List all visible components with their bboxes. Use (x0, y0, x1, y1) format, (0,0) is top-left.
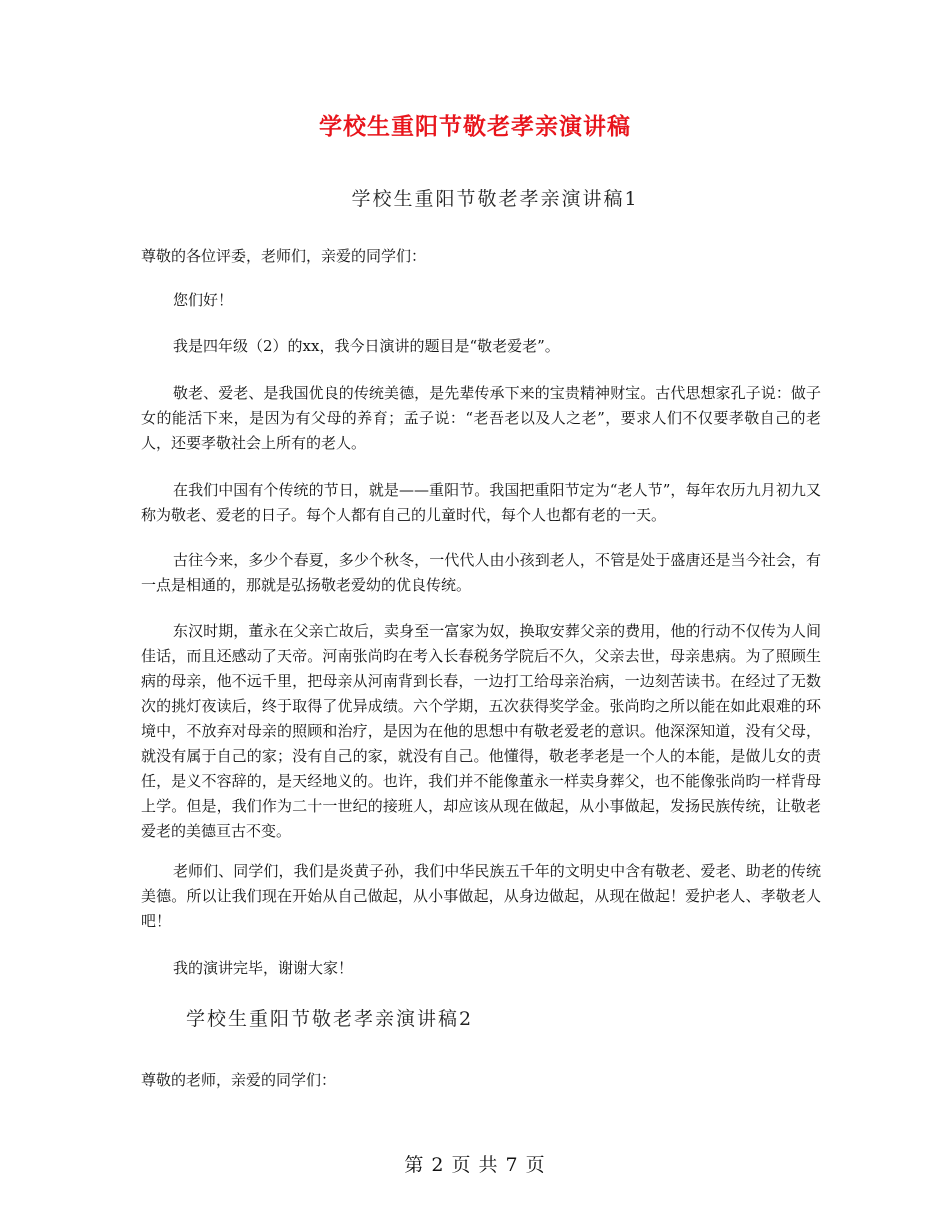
closing-line: 我的演讲完毕，谢谢大家！ (173, 959, 354, 977)
paragraph-double-ninth: 在我们中国有个传统的节日，就是——重阳节。我国把重阳节定为“老人节”，每年农历九月初九又称为敬老、爱老的日子。每个人都有自己的儿童时代，每个人也都有老的一天。 (141, 481, 821, 524)
page-number-footer: 第 2 页 共 7 页 (404, 1154, 546, 1176)
paragraph-stories: 东汉时期，董永在父亲亡故后，卖身至一富家为奴，换取安葬父亲的费用，他的行动不仅传为人间佳话，而且还感动了天帝。河南张尚昀在考入长春税务学院后不久，父亲去世，母亲患病。为了照顾生病的母亲，他不远千里，把母亲从河南背到长春，一边打工给母亲治病，一边刻苦读书。在经过了无数次的挑灯夜读后，终于取得了优异成绩。六个学期，五次获得奖学金。张尚昀之所以能在如此艰难的环境中，不放弃对母亲的照顾和治疗，是因为在他的思想中有敬老爱老的意识。他深深知道，没有父母，就没有属于自己的家；没有自己的家，就没有自己。他懂得，敬老孝老是一个人的本能，是做儿女的责任，是义不容辞的，是天经地义的。也许，我们并不能像董永一样卖身葬父，也不能像张尚昀一样背母上学。但是，我们作为二十一世纪的接班人，却应该从现在做起，从小事做起，发扬民族传统，让敬老爱老的美德亘古不变。 (141, 622, 821, 840)
section-1-title: 学校生重阳节敬老孝亲演讲稿1 (351, 188, 639, 210)
paragraph-call-to-action: 老师们、同学们，我们是炎黄子孙，我们中华民族五千年的文明史中含有敬老、爱老、助老的传统美德。所以让我们现在开始从自己做起，从小事做起，从身边做起，从现在做起！爱护老人、孝敬老人吧！ (141, 862, 821, 930)
paragraph-through-ages: 古往今来，多少个春夏，多少个秋冬，一代代人由小孩到老人，不管是处于盛唐还是当今社会，有一点是相通的，那就是弘扬敬老爱幼的优良传统。 (141, 551, 821, 594)
section-2-salutation: 尊敬的老师，亲爱的同学们： (141, 1071, 337, 1089)
section-2-title: 学校生重阳节敬老孝亲演讲稿2 (186, 1008, 474, 1030)
salutation: 尊敬的各位评委，老师们，亲爱的同学们： (141, 247, 427, 265)
greeting: 您们好！ (173, 291, 234, 309)
document-title: 学校生重阳节敬老孝亲演讲稿 (319, 114, 631, 140)
introduction: 我是四年级（2）的xx，我今日演讲的题目是“敬老爱老”。 (173, 337, 560, 355)
paragraph-tradition: 敬老、爱老、是我国优良的传统美德，是先辈传承下来的宝贵精神财宝。古代思想家孔子说：做子女的能活下来，是因为有父母的养育；孟子说：“老吾老以及人之老”，要求人们不仅要孝敬自己的老人，还要孝敬社会上所有的老人。 (141, 384, 821, 452)
